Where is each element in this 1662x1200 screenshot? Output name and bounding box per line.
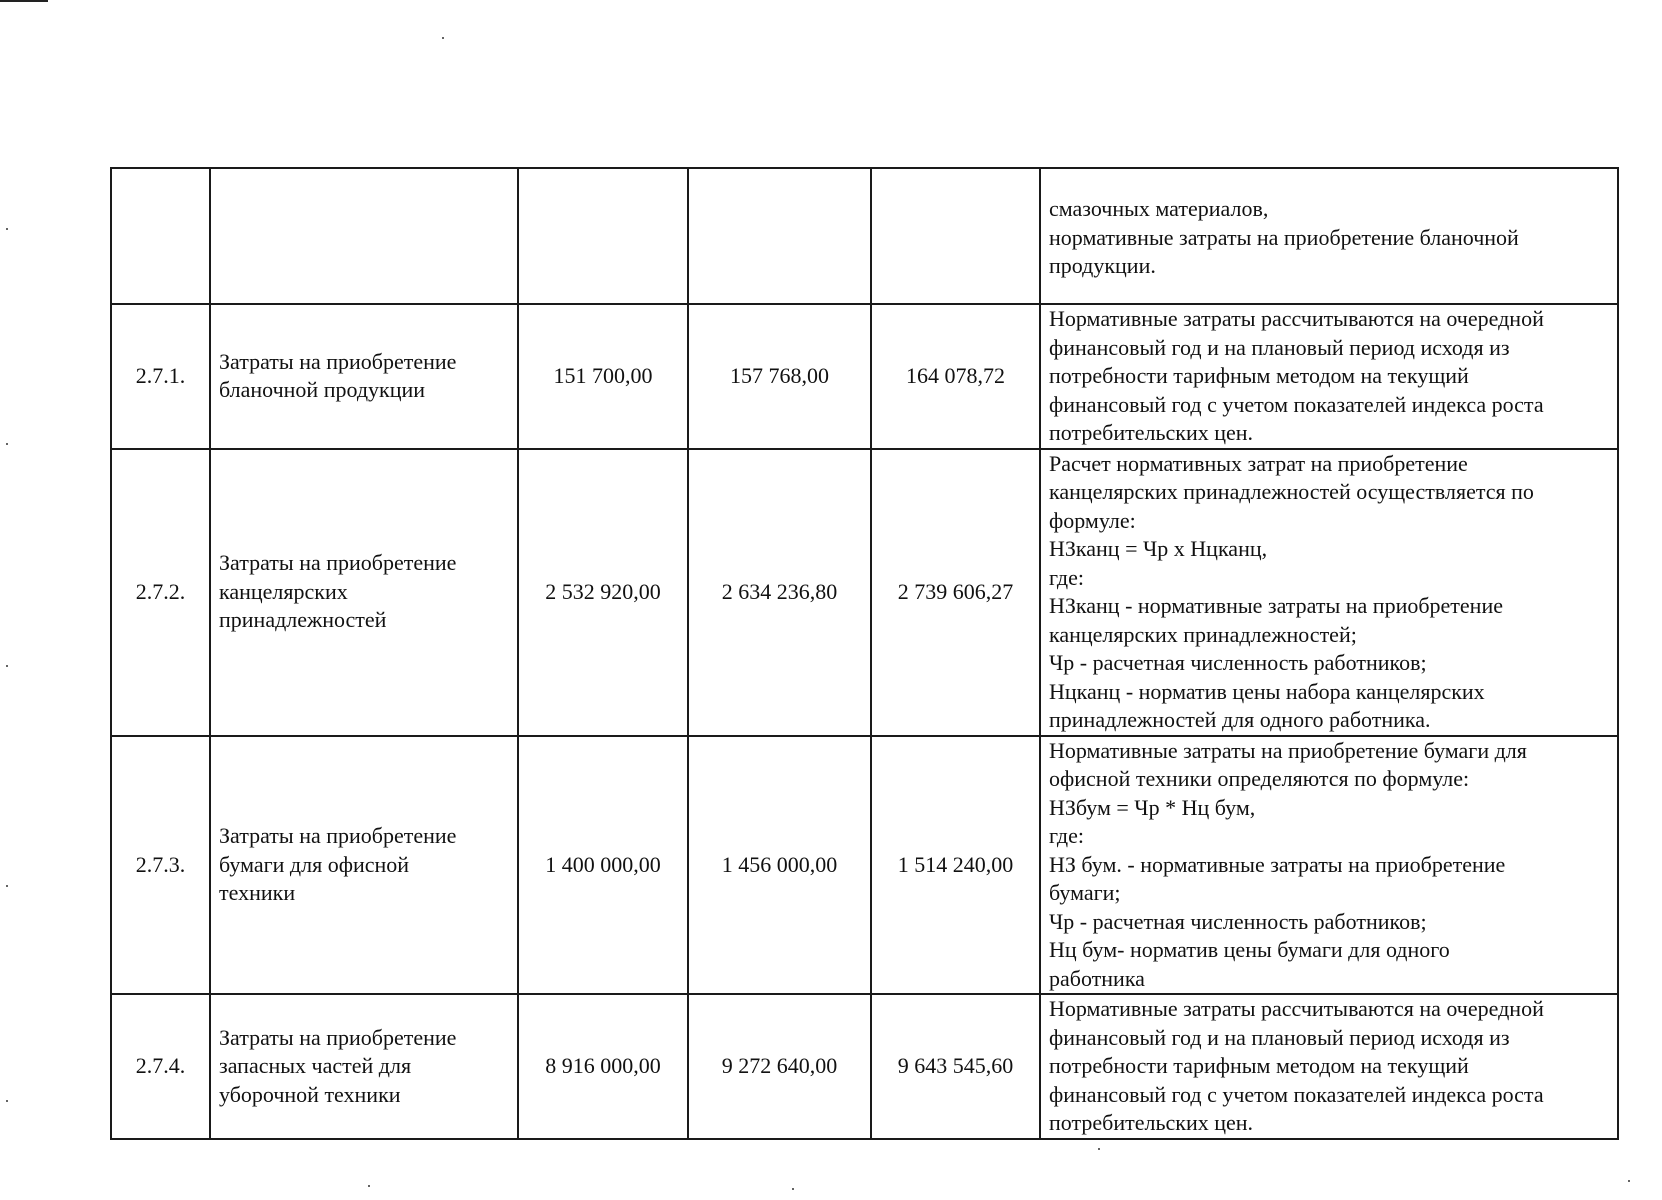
scan-speck xyxy=(6,885,8,887)
description-line: Нцканц - норматив цены набора канцелярских xyxy=(1049,678,1485,704)
cost-name-cell xyxy=(210,994,518,1139)
top-left-rule xyxy=(0,0,48,2)
scan-speck xyxy=(6,228,8,230)
cost-name-line: Затраты на приобретение xyxy=(219,1024,457,1050)
amount-year-3-cell: 2 739 606,27 xyxy=(871,449,1040,736)
amount-year-2-cell: 2 634 236,80 xyxy=(688,449,871,736)
description-line: Чр - расчетная численность работников; xyxy=(1049,908,1427,934)
row-number-cell: 2.7.3. xyxy=(111,736,210,995)
description-line: работника xyxy=(1049,965,1145,991)
scan-speck xyxy=(1098,1148,1100,1150)
description-line: продукции. xyxy=(1049,253,1156,279)
formula-line: НЗбум = Чр * Нц бум, xyxy=(1049,794,1256,820)
row-number-cell xyxy=(111,168,210,304)
description-line: Нормативные затраты рассчитываются на очередной xyxy=(1049,996,1544,1021)
table-row xyxy=(111,736,1618,995)
scan-speck xyxy=(368,1185,370,1187)
scan-speck xyxy=(6,665,8,667)
cost-name-line: принадлежностей xyxy=(219,607,387,633)
scan-speck xyxy=(442,37,444,39)
description-line: смазочных материалов, xyxy=(1049,196,1269,222)
table-row xyxy=(111,304,1618,449)
amount-year-1-cell: 8 916 000,00 xyxy=(518,994,688,1139)
description-line: потребительских цен. xyxy=(1049,1110,1254,1135)
description-line: финансовый год с учетом показателей индекса роста xyxy=(1049,391,1544,417)
description-line: где: xyxy=(1049,564,1084,590)
row-number-cell: 2.7.2. xyxy=(111,449,210,736)
description-line: потребности тарифным методом на текущий xyxy=(1049,363,1469,388)
cost-standards-table xyxy=(110,167,1619,1140)
cost-name-line: Затраты на приобретение xyxy=(219,823,457,848)
amount-year-1-cell xyxy=(518,168,688,304)
scan-speck xyxy=(6,443,8,445)
description-line: потребительских цен. xyxy=(1049,420,1254,445)
description-line: НЗ бум. - нормативные затраты на приобретение xyxy=(1049,851,1506,877)
cost-name-line: уборочной техники xyxy=(219,1081,401,1107)
calculation-method-cell xyxy=(1040,994,1618,1139)
description-line: офисной техники определяются по формуле: xyxy=(1049,766,1470,791)
cost-name-cell xyxy=(210,304,518,449)
cost-name-cell xyxy=(210,168,518,304)
description-line: канцелярских принадлежностей; xyxy=(1049,621,1357,647)
description-line: Расчет нормативных затрат на приобретение xyxy=(1049,450,1468,476)
amount-year-1-cell: 1 400 000,00 xyxy=(518,736,688,995)
amount-year-2-cell xyxy=(688,168,871,304)
row-number-cell: 2.7.1. xyxy=(111,304,210,449)
calculation-method-cell xyxy=(1040,168,1618,304)
description-line: принадлежностей для одного работника. xyxy=(1049,707,1431,732)
table-row xyxy=(111,994,1618,1139)
cost-name-line: канцелярских xyxy=(219,578,348,604)
cost-name-cell xyxy=(210,449,518,736)
formula-line: НЗканц = Чр х Нцканц, xyxy=(1049,536,1268,561)
cost-name-line: бумаги для офисной xyxy=(219,851,410,877)
cost-name-cell xyxy=(210,736,518,995)
cost-name-line: Затраты на приобретение xyxy=(219,348,457,374)
description-line: где: xyxy=(1049,823,1084,848)
calculation-method-cell xyxy=(1040,736,1618,995)
calculation-method-cell xyxy=(1040,304,1618,449)
description-line: формуле: xyxy=(1049,507,1136,533)
description-line: канцелярских принадлежностей осуществляется по xyxy=(1049,479,1534,504)
description-line: нормативные затраты на приобретение бланочной xyxy=(1049,224,1519,250)
amount-year-3-cell xyxy=(871,168,1040,304)
amount-year-1-cell: 151 700,00 xyxy=(518,304,688,449)
table-row-continuation xyxy=(111,168,1618,304)
calculation-method-cell xyxy=(1040,449,1618,736)
description-line: финансовый год и на плановый период исходя из xyxy=(1049,334,1510,360)
description-line: Нц бум- норматив цены бумаги для одного xyxy=(1049,937,1450,962)
amount-year-3-cell: 1 514 240,00 xyxy=(871,736,1040,995)
cost-name-line: бланочной продукции xyxy=(219,377,426,403)
description-line: бумаги; xyxy=(1049,880,1121,905)
description-line: финансовый год и на плановый период исходя из xyxy=(1049,1024,1510,1050)
amount-year-2-cell: 9 272 640,00 xyxy=(688,994,871,1139)
description-line: Нормативные затраты на приобретение бумаги для xyxy=(1049,737,1527,763)
description-line: Нормативные затраты рассчитываются на очередной xyxy=(1049,306,1544,331)
table-row xyxy=(111,449,1618,736)
description-line: НЗканц - нормативные затраты на приобретение xyxy=(1049,593,1503,618)
description-line: Чр - расчетная численность работников; xyxy=(1049,650,1427,675)
cost-name-line: запасных частей для xyxy=(219,1053,412,1078)
cost-name-line: техники xyxy=(219,880,296,905)
amount-year-1-cell: 2 532 920,00 xyxy=(518,449,688,736)
cost-name-line: Затраты на приобретение xyxy=(219,550,457,576)
scan-speck xyxy=(1628,1180,1630,1182)
amount-year-2-cell: 1 456 000,00 xyxy=(688,736,871,995)
scan-speck xyxy=(792,1188,794,1190)
amount-year-3-cell: 9 643 545,60 xyxy=(871,994,1040,1139)
row-number-cell: 2.7.4. xyxy=(111,994,210,1139)
scan-speck xyxy=(6,1100,8,1102)
amount-year-3-cell: 164 078,72 xyxy=(871,304,1040,449)
description-line: финансовый год с учетом показателей индекса роста xyxy=(1049,1081,1544,1107)
amount-year-2-cell: 157 768,00 xyxy=(688,304,871,449)
description-line: потребности тарифным методом на текущий xyxy=(1049,1053,1469,1078)
